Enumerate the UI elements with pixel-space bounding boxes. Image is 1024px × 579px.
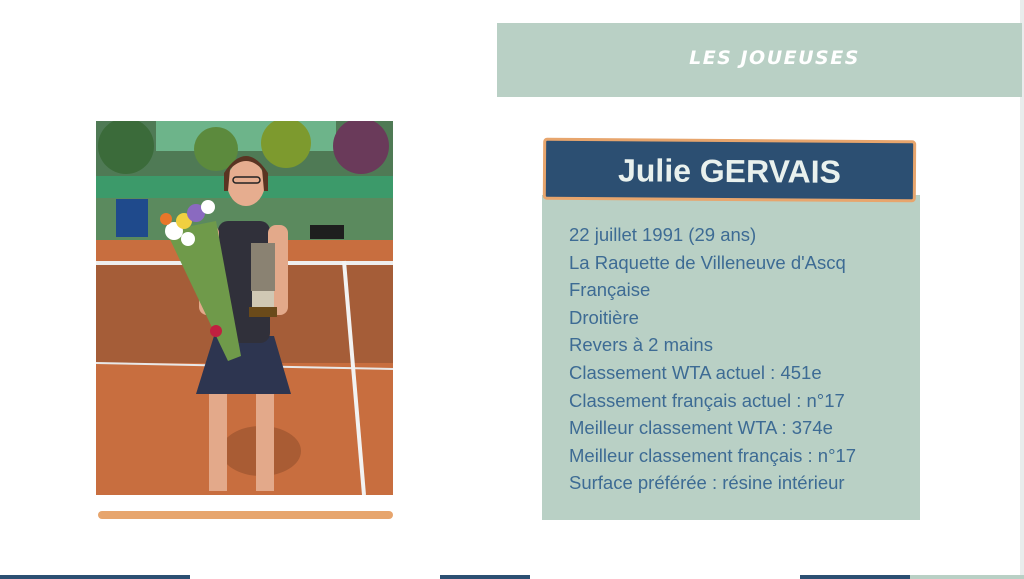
header-band (497, 23, 1022, 97)
player-name-box (543, 138, 916, 203)
current-wta-ranking: Classement WTA actuel : 451e (569, 361, 822, 383)
preferred-surface: Surface préférée : résine intérieur (569, 472, 845, 494)
player-info-panel (542, 195, 920, 520)
player-name: Julie GERVAIS (617, 152, 842, 190)
handedness: Droitière (569, 306, 639, 328)
photo-underline-bar (98, 511, 393, 519)
player-photo (96, 121, 393, 495)
bottom-strip (0, 575, 1024, 579)
current-french-ranking: Classement français actuel : n°17 (569, 389, 845, 411)
best-french-ranking: Meilleur classement français : n°17 (569, 444, 857, 466)
page-title: LES JOUEUSES (689, 47, 860, 69)
nationality: Française (569, 279, 651, 301)
player-details-list (569, 221, 856, 497)
birth-date: 22 juillet 1991 (29 ans) (569, 224, 757, 245)
backhand: Revers à 2 mains (569, 334, 713, 356)
best-wta-ranking: Meilleur classement WTA : 374e (569, 417, 833, 439)
club: La Raquette de Villeneuve d'Ascq (569, 251, 846, 273)
